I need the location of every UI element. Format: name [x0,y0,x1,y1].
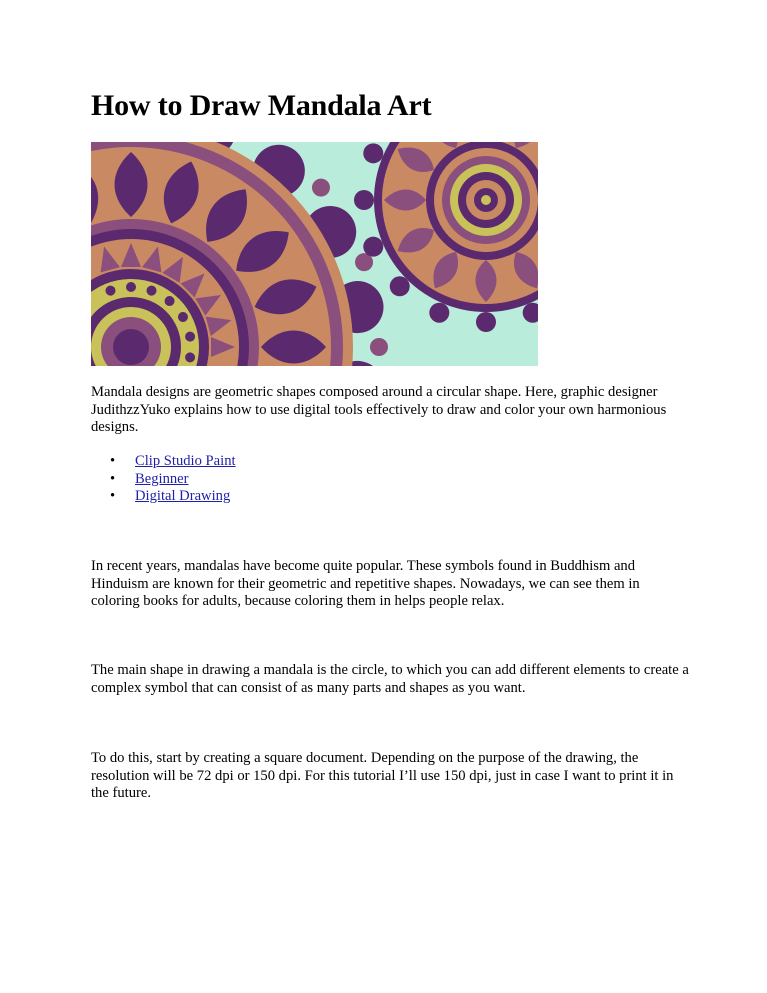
bullet-icon: • [110,470,116,487]
article-title: How to Draw Mandala Art [91,89,432,122]
body-paragraph-main-shape: The main shape in drawing a mandala is the circle, to which you can add different elements to create a complex symbol that can consist of as many parts and shapes as you want. [91,662,689,696]
bullet-icon: • [110,488,116,504]
bullet-icon: • [110,453,116,469]
body-paragraph-document-setup: To do this, start by creating a square document. Depending on the purpose of the drawing, the resolution will be 72 dpi or 150 dpi. For this tutorial I’ll use 150 dpi, just in case I want to print it in the future. [91,750,674,801]
intro-paragraph: Mandala designs are geometric shapes composed around a circular shape. Here, graphic designer JudithzzYuko explains how to use digital tools effectively to draw and color your own harmonious designs. [91,384,667,435]
topic-tag-list [110,453,236,506]
list-item [110,488,236,506]
list-item [110,453,236,471]
tag-link-clip-studio-paint[interactable]: Clip Studio Paint [135,453,236,469]
mandala-hero-image [91,142,538,366]
body-paragraph-popularity: In recent years, mandalas have become quite popular. These symbols found in Buddhism and Hinduism are known for their geometric and repetitive shapes. Nowadays, we can see them in coloring books for adults, because coloring them in helps people relax. [91,558,640,609]
tag-link-digital-drawing[interactable]: Digital Drawing [135,488,231,504]
tag-link-beginner[interactable]: Beginner [135,470,189,487]
list-item [110,471,236,489]
